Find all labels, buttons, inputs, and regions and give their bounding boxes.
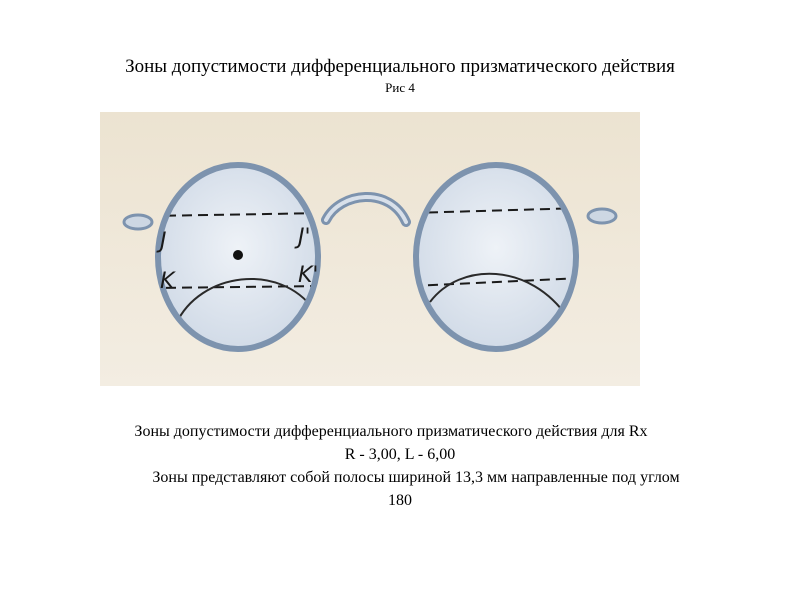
caption-line-4: 180	[388, 492, 412, 509]
left-optical-center-dot	[233, 250, 243, 260]
label-k: K	[160, 269, 175, 294]
page-title: Зоны допустимости дифференциального призматического действия	[125, 56, 675, 77]
label-j-prime: J'	[298, 225, 311, 250]
caption-line-1: Зоны допустимости дифференциального призматического действия для Rx	[134, 423, 648, 440]
caption-line-3: Зоны представляют собой полосы шириной 13,3 мм направленные под углом	[152, 469, 680, 486]
left-temple-hinge	[124, 215, 152, 229]
right-lens	[412, 165, 582, 349]
glasses-diagram	[100, 112, 640, 386]
caption-line-2: R - 3,00, L - 6,00	[344, 446, 456, 463]
right-temple-hinge	[588, 209, 616, 223]
figure-number: Рис 4	[385, 80, 415, 95]
label-j: J	[160, 229, 167, 254]
label-k-prime: K'	[298, 263, 319, 288]
glasses-figure	[100, 112, 640, 386]
figure-caption	[0, 420, 800, 512]
